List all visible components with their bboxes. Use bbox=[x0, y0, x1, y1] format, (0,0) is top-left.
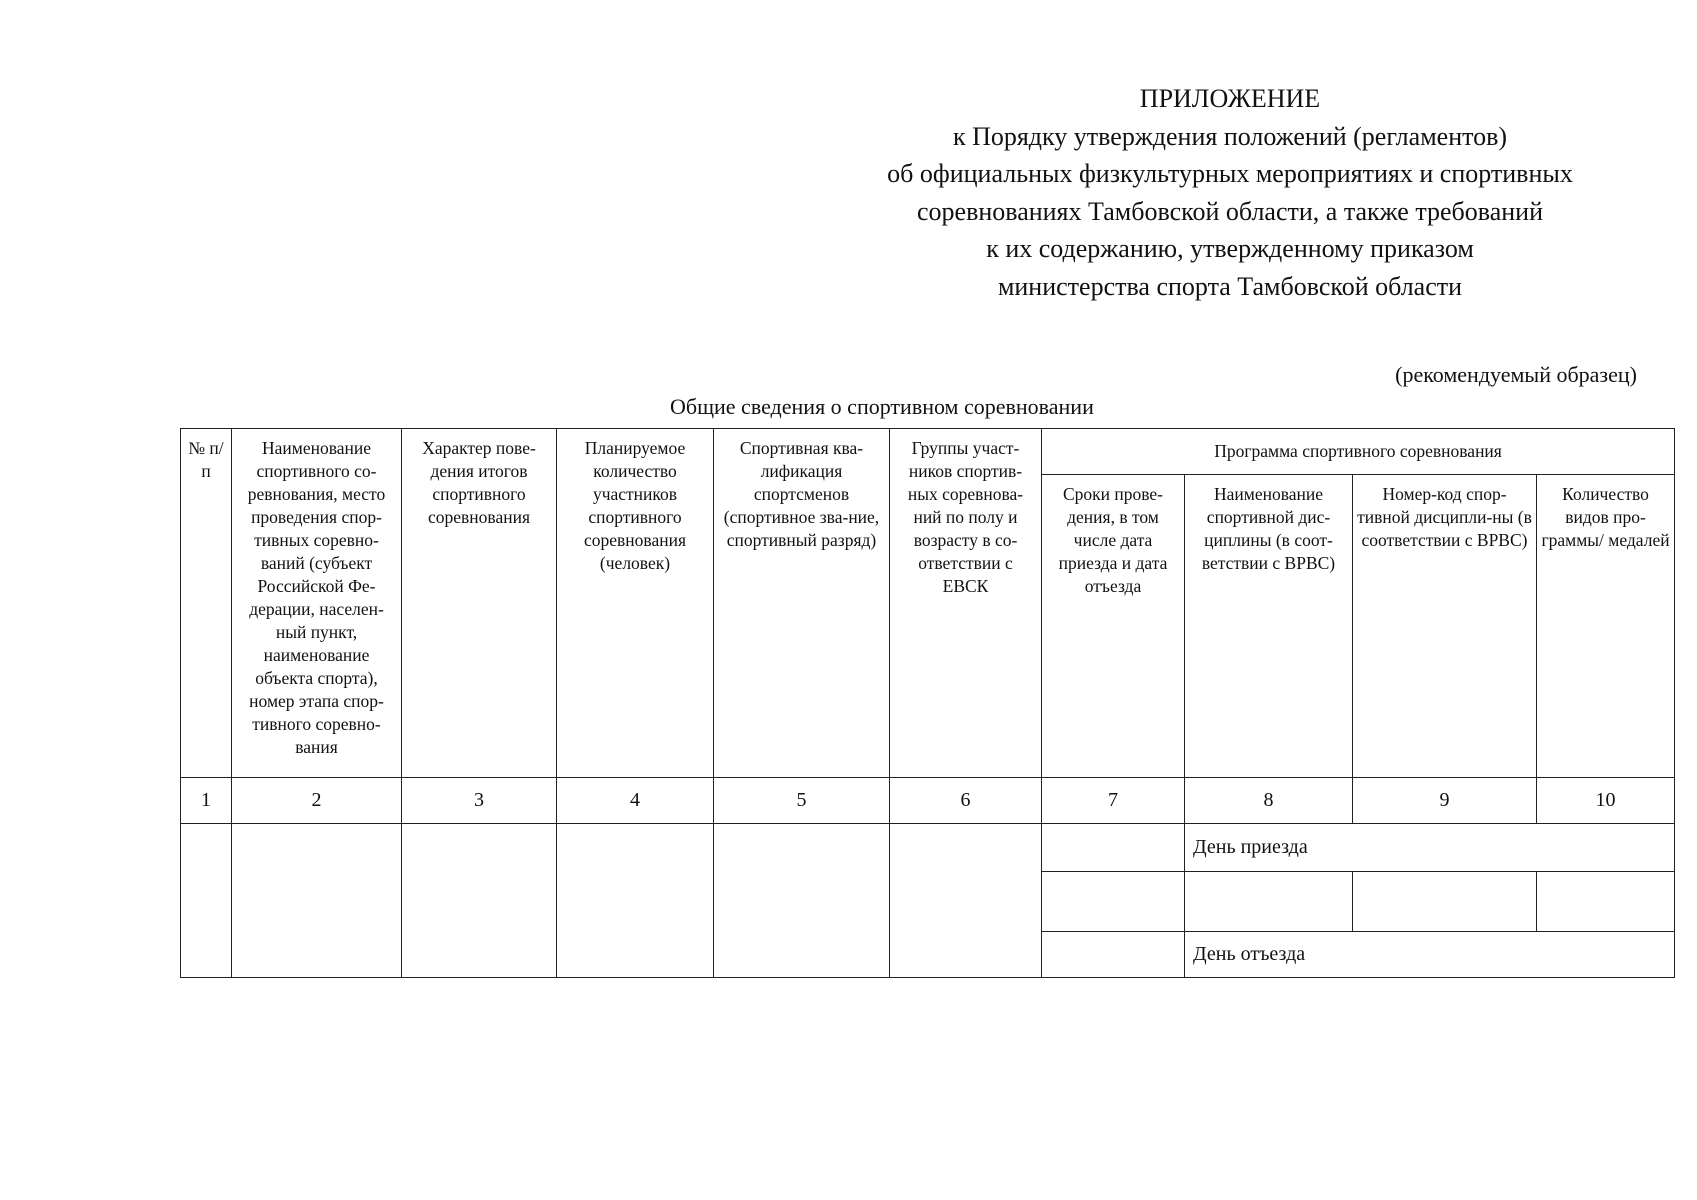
appendix-title: ПРИЛОЖЕНИЕ bbox=[1139, 84, 1321, 113]
empty-cell bbox=[557, 824, 714, 978]
competition-info-table bbox=[180, 428, 1675, 978]
empty-cell bbox=[890, 824, 1042, 978]
header-cell-3: Характер пове-дения итогов спортивного соревнования bbox=[402, 429, 557, 778]
empty-cell bbox=[1537, 872, 1675, 932]
header-cell-2: Наименование спортивного со-ревнования, место проведения спор-тивных соревно-ваний (субъект Российской Фе-дерации, населен-ный пункт, наименование объекта спорта), номер этапа спор-тивного соревно-вания bbox=[232, 429, 402, 778]
column-number: 1 bbox=[181, 778, 232, 824]
sample-note: (рекомендуемый образец) bbox=[1395, 362, 1637, 387]
column-number: 2 bbox=[232, 778, 402, 824]
column-number: 6 bbox=[890, 778, 1042, 824]
empty-cell bbox=[1042, 824, 1185, 872]
empty-cell bbox=[1042, 872, 1185, 932]
header-cell-1: № п/п bbox=[181, 429, 232, 778]
header-cell-7: Сроки прове-дения, в том числе дата приезда и дата отъезда bbox=[1042, 475, 1185, 778]
appendix-line-4: к их содержанию, утвержденному приказом bbox=[986, 234, 1474, 263]
header-cell-4: Планируемое количество участников спортивного соревнования (человек) bbox=[557, 429, 714, 778]
appendix-line-3: соревнованиях Тамбовской области, а также требований bbox=[916, 196, 1543, 226]
header-cell-10: Количество видов про-граммы/ медалей bbox=[1537, 475, 1675, 778]
column-number: 8 bbox=[1185, 778, 1353, 824]
column-number: 9 bbox=[1353, 778, 1537, 824]
header-cell-6: Группы участ-ников спортив-ных соревнова-ний по полу и возрасту в со-ответствии с ЕВСК bbox=[890, 429, 1042, 778]
program-header-cell: Программа спортивного соревнования bbox=[1042, 429, 1675, 475]
empty-cell bbox=[1185, 872, 1353, 932]
empty-cell bbox=[1353, 872, 1537, 932]
appendix-line-1: к Порядку утверждения положений (регламентов) bbox=[952, 121, 1508, 151]
column-number: 7 bbox=[1042, 778, 1185, 824]
appendix-line-5: министерства спорта Тамбовской области bbox=[997, 271, 1463, 301]
arrival-day-cell: День приезда bbox=[1185, 824, 1675, 872]
column-number-row bbox=[181, 778, 1675, 824]
appendix-header bbox=[820, 80, 1640, 305]
header-cell-9: Номер-код спор-тивной дисципли-ны (в соответствии с ВРВС) bbox=[1353, 475, 1537, 778]
appendix-line-2: об официальных физкультурных мероприятиях и спортивных bbox=[887, 159, 1573, 188]
empty-cell bbox=[402, 824, 557, 978]
column-number: 5 bbox=[714, 778, 890, 824]
empty-cell bbox=[181, 824, 232, 978]
departure-day-cell: День отъезда bbox=[1185, 932, 1675, 978]
header-cell-5: Спортивная ква-лификация спортсменов (спортивное зва-ние, спортивный разряд) bbox=[714, 429, 890, 778]
column-number: 10 bbox=[1537, 778, 1675, 824]
column-number: 4 bbox=[557, 778, 714, 824]
empty-cell bbox=[1042, 932, 1185, 978]
table-title: Общие сведения о спортивном соревновании bbox=[670, 394, 1094, 419]
empty-cell bbox=[714, 824, 890, 978]
header-cell-8: Наименование спортивной дис-циплины (в соот-ветствии с ВРВС) bbox=[1185, 475, 1353, 778]
column-number: 3 bbox=[402, 778, 557, 824]
empty-cell bbox=[232, 824, 402, 978]
